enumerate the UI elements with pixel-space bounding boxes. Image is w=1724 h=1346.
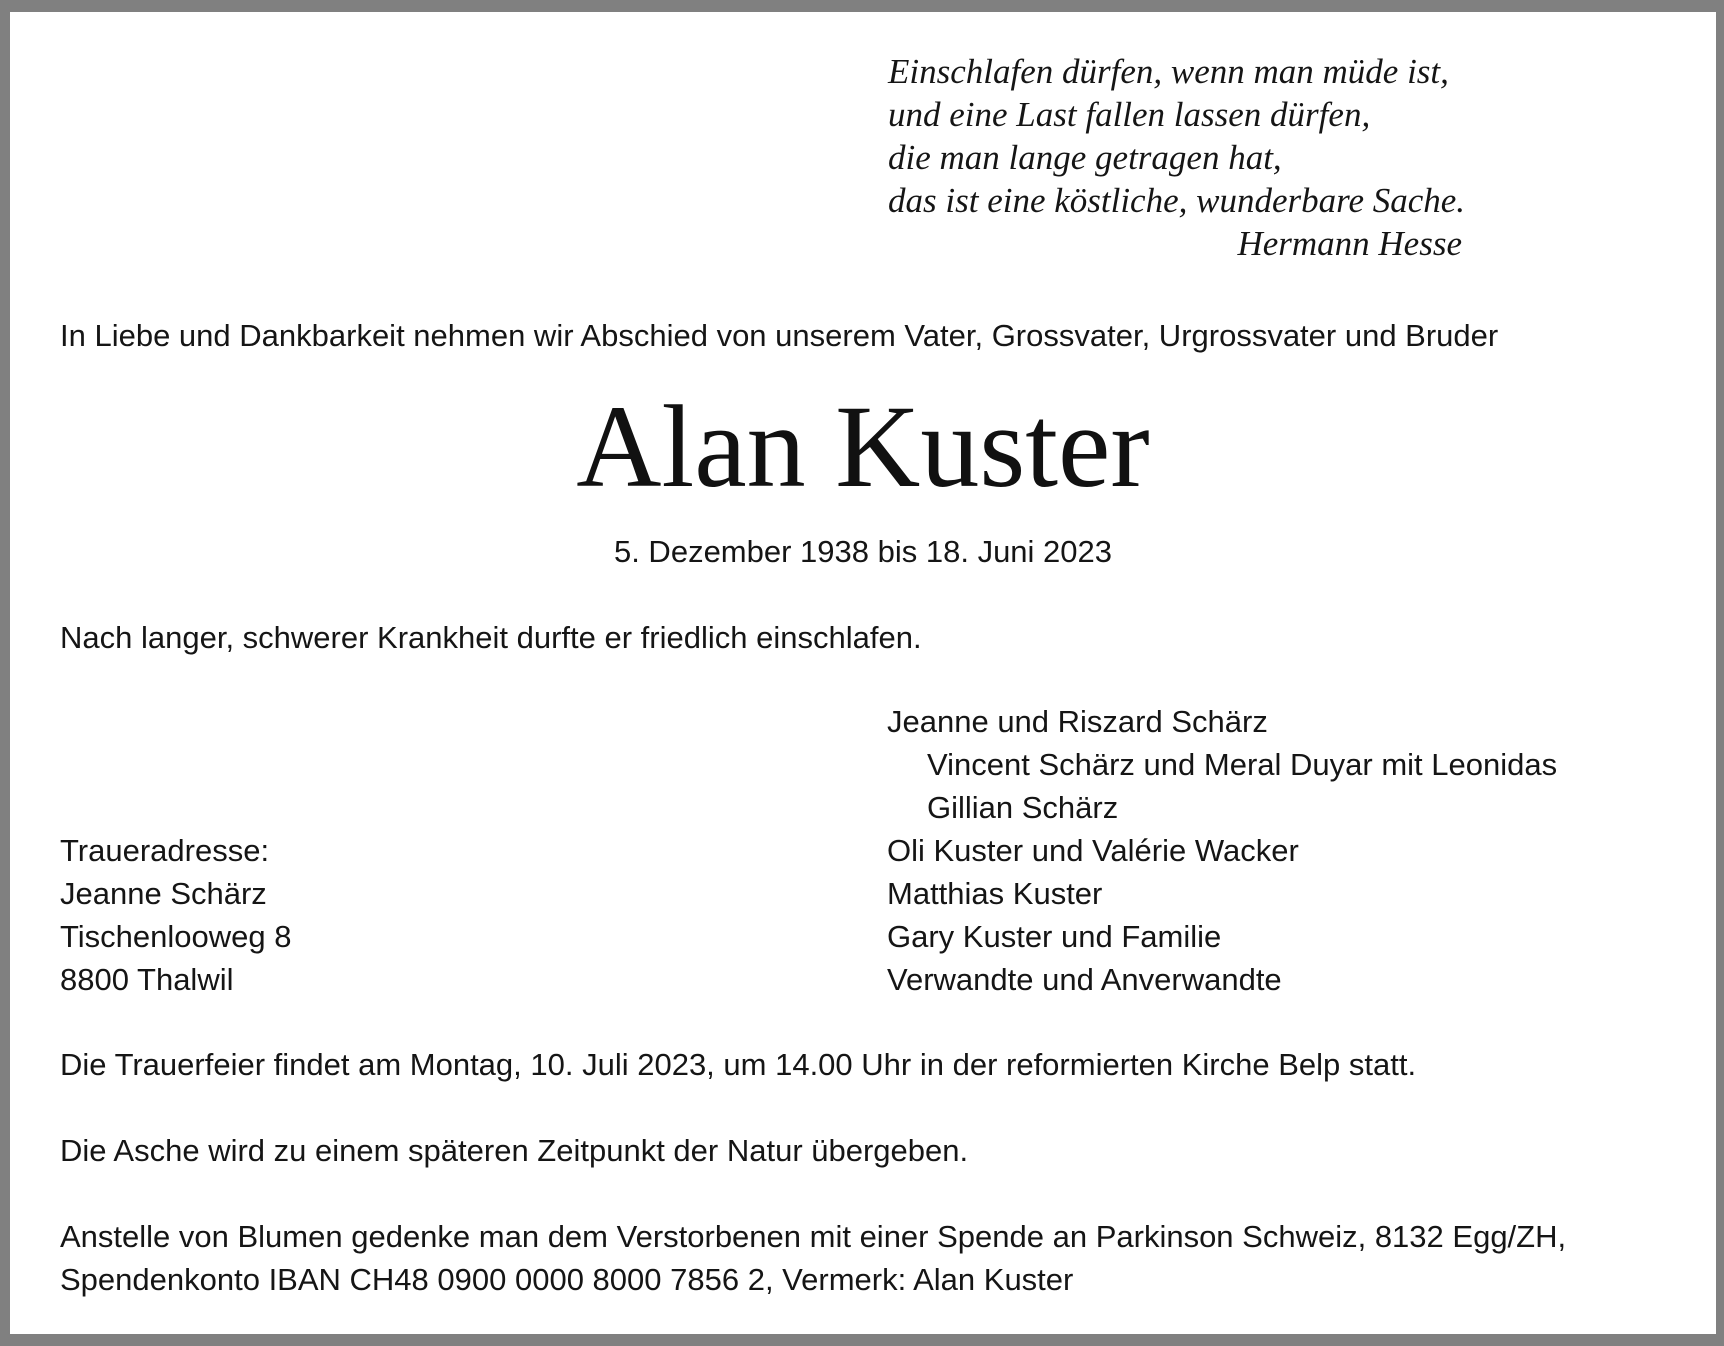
donation-text — [60, 1215, 1566, 1301]
mourners-list — [887, 700, 1557, 1001]
poem-author: Hermann Hesse — [1237, 224, 1462, 263]
address-line: Jeanne Schärz — [60, 876, 267, 911]
mourning-address — [60, 829, 292, 1001]
ceremony-text: Die Trauerfeier findet am Montag, 10. Juli 2023, um 14.00 Uhr in der reformierten Kirche Belp statt. — [60, 1047, 1417, 1082]
address-label: Traueradresse: — [60, 833, 270, 868]
address-line: Tischenlooweg 8 — [60, 919, 292, 954]
ashes-text: Die Asche wird zu einem späteren Zeitpunkt der Natur übergeben. — [60, 1133, 969, 1168]
mourner-entry: Jeanne und Riszard Schärz — [887, 704, 1268, 739]
poem-line: und eine Last fallen lassen dürfen, — [888, 95, 1371, 134]
life-dates: 5. Dezember 1938 bis 18. Juni 2023 — [613, 534, 1113, 569]
address-line: 8800 Thalwil — [60, 962, 234, 997]
poem-line: die man lange getragen hat, — [888, 138, 1282, 177]
mourner-entry: Vincent Schärz und Meral Duyar mit Leonidas — [927, 747, 1558, 782]
donation-line: Anstelle von Blumen gedenke man dem Verstorbenen mit einer Spende an Parkinson Schweiz, 8132 Egg/ZH, — [60, 1219, 1567, 1254]
mourner-entry: Gillian Schärz — [927, 790, 1119, 825]
illness-text: Nach langer, schwerer Krankheit durfte er friedlich einschlafen. — [60, 620, 922, 655]
mourner-entry: Matthias Kuster — [887, 876, 1103, 911]
poem-quote — [888, 50, 1488, 265]
obituary-notice — [10, 12, 1716, 1334]
mourner-entry: Verwandte und Anverwandte — [887, 962, 1282, 997]
poem-line: das ist eine köstliche, wunderbare Sache. — [888, 181, 1466, 220]
poem-line: Einschlafen dürfen, wenn man müde ist, — [888, 52, 1449, 91]
deceased-name: Alan Kuster — [576, 381, 1150, 512]
donation-line: Spendenkonto IBAN CH48 0900 0000 8000 7856 2, Vermerk: Alan Kuster — [60, 1262, 1074, 1297]
intro-text: In Liebe und Dankbarkeit nehmen wir Abschied von unserem Vater, Grossvater, Urgrossvater und Bruder — [60, 318, 1499, 353]
mourner-entry: Oli Kuster und Valérie Wacker — [887, 833, 1299, 868]
mourner-entry: Gary Kuster und Familie — [887, 919, 1222, 954]
